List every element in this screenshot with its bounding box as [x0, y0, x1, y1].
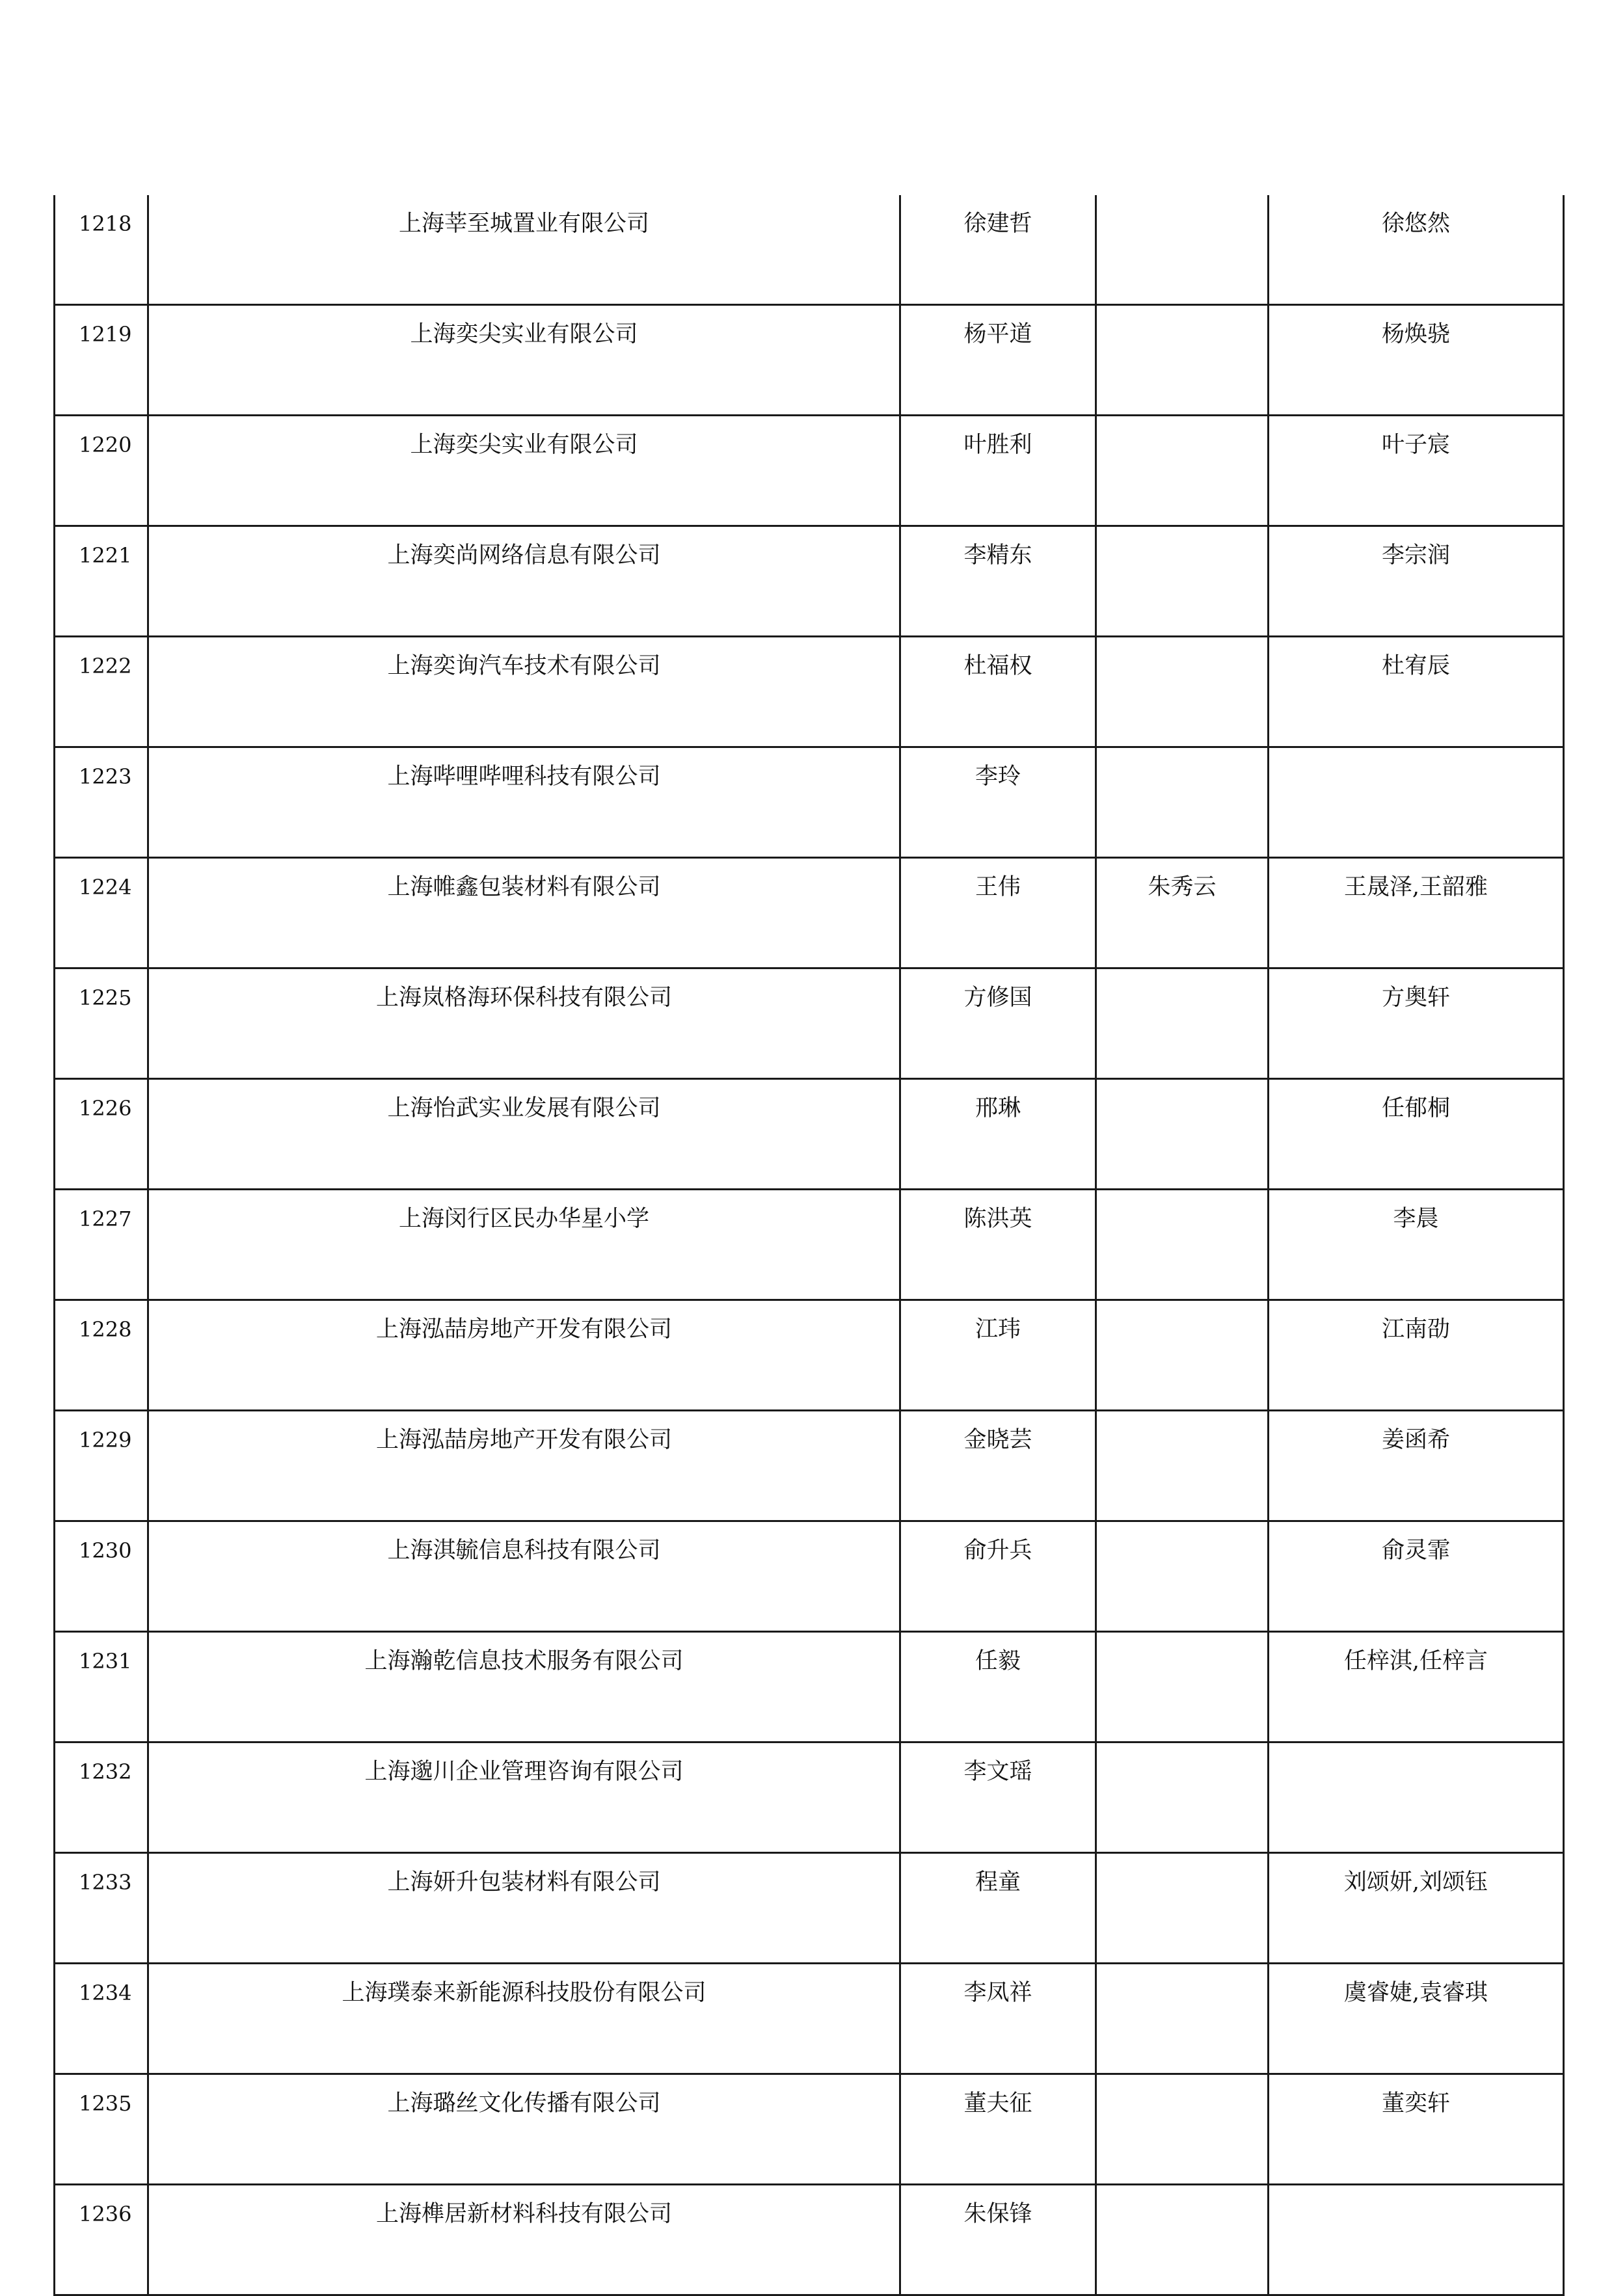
- table-row: [55, 526, 1564, 637]
- roster-table: [53, 195, 1565, 2296]
- person-cell: 陈洪英: [900, 1190, 1096, 1300]
- person-cell: 方修国: [900, 968, 1096, 1079]
- document-page: [53, 195, 1563, 2296]
- children-cell: 王晟泽,王韶雅: [1269, 858, 1564, 968]
- children-cell: 李晨: [1269, 1190, 1564, 1300]
- person-cell: 李精东: [900, 526, 1096, 637]
- company-cell: 上海奕尖实业有限公司: [148, 416, 900, 526]
- row-number-cell: 1232: [55, 1742, 148, 1853]
- person-cell: 程童: [900, 1853, 1096, 1964]
- children-cell: 虞睿婕,袁睿琪: [1269, 1964, 1564, 2074]
- children-cell: 刘颂妍,刘颂钰: [1269, 1853, 1564, 1964]
- children-cell: 杨焕骁: [1269, 305, 1564, 416]
- person-cell: 李玲: [900, 747, 1096, 858]
- spouse-cell: [1096, 1079, 1269, 1190]
- row-number-cell: 1231: [55, 1632, 148, 1742]
- person-cell: 叶胜利: [900, 416, 1096, 526]
- company-cell: 上海帷鑫包装材料有限公司: [148, 858, 900, 968]
- row-number-cell: 1221: [55, 526, 148, 637]
- table-row: [55, 1521, 1564, 1632]
- person-cell: 王伟: [900, 858, 1096, 968]
- company-cell: 上海奕尖实业有限公司: [148, 305, 900, 416]
- table-row: [55, 1632, 1564, 1742]
- spouse-cell: [1096, 637, 1269, 747]
- company-cell: 上海泓喆房地产开发有限公司: [148, 1411, 900, 1521]
- children-cell: 任梓淇,任梓言: [1269, 1632, 1564, 1742]
- spouse-cell: [1096, 1521, 1269, 1632]
- company-cell: 上海妍升包装材料有限公司: [148, 1853, 900, 1964]
- row-number-cell: 1223: [55, 747, 148, 858]
- children-cell: [1269, 747, 1564, 858]
- children-cell: [1269, 2185, 1564, 2295]
- spouse-cell: [1096, 1853, 1269, 1964]
- person-cell: 邢琳: [900, 1079, 1096, 1190]
- row-number-cell: 1230: [55, 1521, 148, 1632]
- company-cell: 上海泓喆房地产开发有限公司: [148, 1300, 900, 1411]
- company-cell: 上海璞泰来新能源科技股份有限公司: [148, 1964, 900, 2074]
- person-cell: 徐建哲: [900, 195, 1096, 305]
- company-cell: 上海淇毓信息科技有限公司: [148, 1521, 900, 1632]
- company-cell: 上海奕询汽车技术有限公司: [148, 637, 900, 747]
- company-cell: 上海奕尚网络信息有限公司: [148, 526, 900, 637]
- spouse-cell: [1096, 195, 1269, 305]
- spouse-cell: [1096, 416, 1269, 526]
- table-row: [55, 2074, 1564, 2185]
- table-row: [55, 416, 1564, 526]
- table-row: [55, 1853, 1564, 1964]
- spouse-cell: [1096, 1964, 1269, 2074]
- company-cell: 上海瀚乾信息技术服务有限公司: [148, 1632, 900, 1742]
- table-row: [55, 1079, 1564, 1190]
- person-cell: 任毅: [900, 1632, 1096, 1742]
- spouse-cell: [1096, 1190, 1269, 1300]
- roster-table-body: [55, 195, 1564, 2295]
- spouse-cell: [1096, 2185, 1269, 2295]
- person-cell: 杨平道: [900, 305, 1096, 416]
- children-cell: 董奕轩: [1269, 2074, 1564, 2185]
- row-number-cell: 1233: [55, 1853, 148, 1964]
- row-number-cell: 1219: [55, 305, 148, 416]
- children-cell: 姜函希: [1269, 1411, 1564, 1521]
- table-row: [55, 195, 1564, 305]
- table-row: [55, 2185, 1564, 2295]
- company-cell: 上海哔哩哔哩科技有限公司: [148, 747, 900, 858]
- spouse-cell: [1096, 1632, 1269, 1742]
- row-number-cell: 1228: [55, 1300, 148, 1411]
- spouse-cell: [1096, 1742, 1269, 1853]
- row-number-cell: 1226: [55, 1079, 148, 1190]
- row-number-cell: 1222: [55, 637, 148, 747]
- table-row: [55, 1964, 1564, 2074]
- row-number-cell: 1229: [55, 1411, 148, 1521]
- row-number-cell: 1236: [55, 2185, 148, 2295]
- table-row: [55, 968, 1564, 1079]
- spouse-cell: [1096, 1300, 1269, 1411]
- spouse-cell: [1096, 526, 1269, 637]
- row-number-cell: 1234: [55, 1964, 148, 2074]
- children-cell: 叶子宸: [1269, 416, 1564, 526]
- table-row: [55, 1190, 1564, 1300]
- company-cell: 上海璐丝文化传播有限公司: [148, 2074, 900, 2185]
- children-cell: 杜宥辰: [1269, 637, 1564, 747]
- person-cell: 朱保锋: [900, 2185, 1096, 2295]
- row-number-cell: 1218: [55, 195, 148, 305]
- company-cell: 上海岚格海环保科技有限公司: [148, 968, 900, 1079]
- company-cell: 上海榫居新材料科技有限公司: [148, 2185, 900, 2295]
- children-cell: 方奥轩: [1269, 968, 1564, 1079]
- table-row: [55, 1300, 1564, 1411]
- row-number-cell: 1225: [55, 968, 148, 1079]
- table-row: [55, 858, 1564, 968]
- row-number-cell: 1227: [55, 1190, 148, 1300]
- person-cell: 李文瑶: [900, 1742, 1096, 1853]
- table-row: [55, 637, 1564, 747]
- table-row: [55, 305, 1564, 416]
- company-cell: 上海怡武实业发展有限公司: [148, 1079, 900, 1190]
- row-number-cell: 1220: [55, 416, 148, 526]
- person-cell: 李凤祥: [900, 1964, 1096, 2074]
- spouse-cell: 朱秀云: [1096, 858, 1269, 968]
- children-cell: 江南劭: [1269, 1300, 1564, 1411]
- table-row: [55, 747, 1564, 858]
- row-number-cell: 1235: [55, 2074, 148, 2185]
- person-cell: 俞升兵: [900, 1521, 1096, 1632]
- spouse-cell: [1096, 305, 1269, 416]
- person-cell: 江玮: [900, 1300, 1096, 1411]
- children-cell: [1269, 1742, 1564, 1853]
- person-cell: 金晓芸: [900, 1411, 1096, 1521]
- children-cell: 李宗润: [1269, 526, 1564, 637]
- spouse-cell: [1096, 2074, 1269, 2185]
- spouse-cell: [1096, 747, 1269, 858]
- row-number-cell: 1224: [55, 858, 148, 968]
- table-row: [55, 1411, 1564, 1521]
- table-row: [55, 1742, 1564, 1853]
- company-cell: 上海闵行区民办华星小学: [148, 1190, 900, 1300]
- company-cell: 上海莘至城置业有限公司: [148, 195, 900, 305]
- children-cell: 徐悠然: [1269, 195, 1564, 305]
- children-cell: 俞灵霏: [1269, 1521, 1564, 1632]
- person-cell: 杜福权: [900, 637, 1096, 747]
- spouse-cell: [1096, 1411, 1269, 1521]
- spouse-cell: [1096, 968, 1269, 1079]
- children-cell: 任郁桐: [1269, 1079, 1564, 1190]
- company-cell: 上海邈川企业管理咨询有限公司: [148, 1742, 900, 1853]
- person-cell: 董夫征: [900, 2074, 1096, 2185]
